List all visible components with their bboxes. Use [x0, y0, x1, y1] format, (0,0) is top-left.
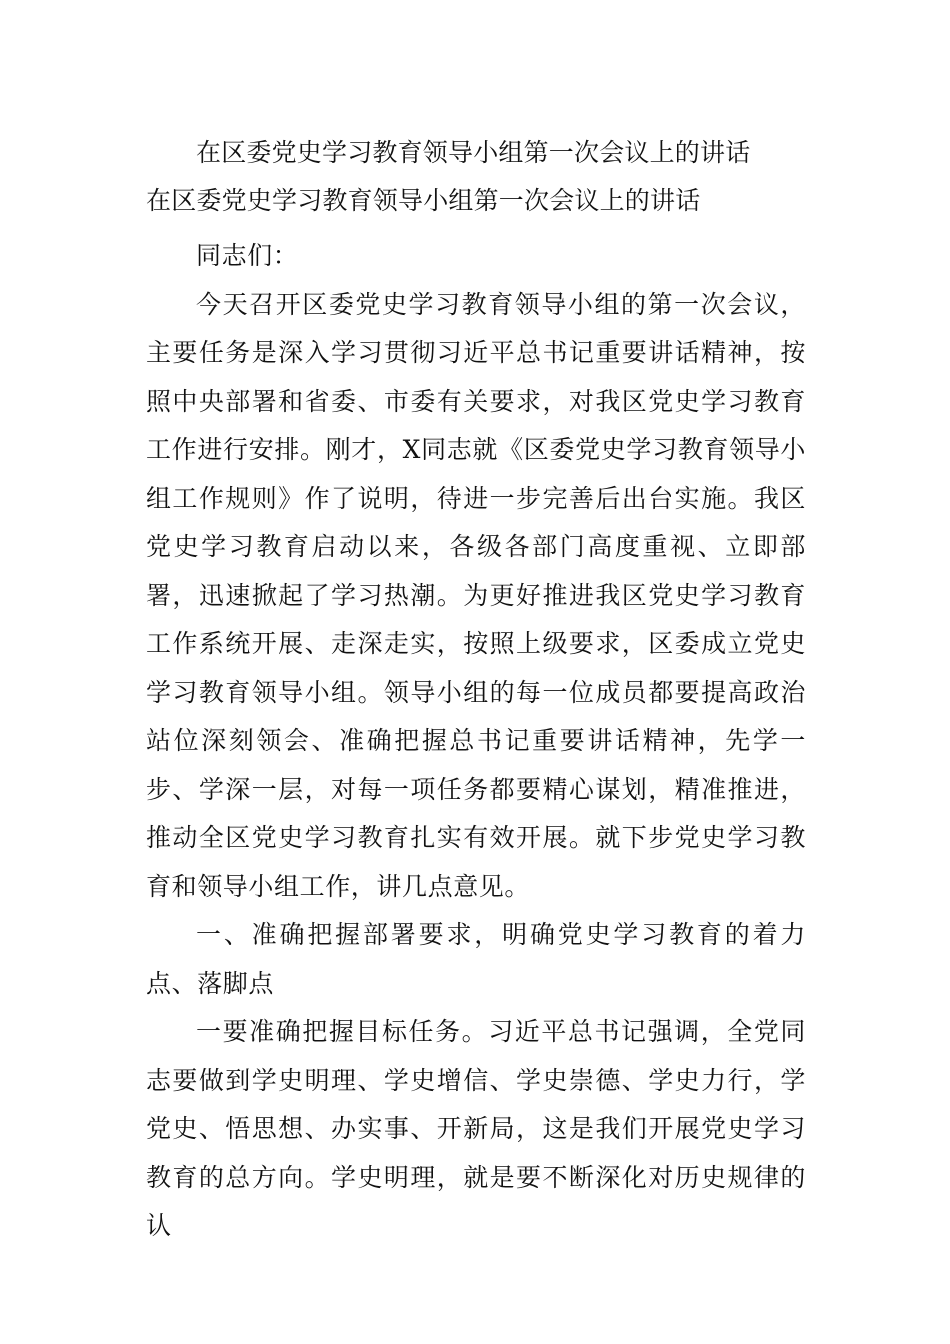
paragraph-intro: 今天召开区委党史学习教育领导小组的第一次会议，主要任务是深入学习贯彻习近平总书记重要讲话精神，按照中央部署和省委、市委有关要求，对我区党史学习教育工作进行安排。刚才，X同志就《区委党史学习教育领导小组工作规则》作了说明，待进一步完善后出台实施。我区党史学习教育启动以来，各级各部门高度重视、立即部署，迅速掀起了学习热潮。为更好推进我区党史学习教育工作系统开展、走深走实，按照上级要求，区委成立党史学习教育领导小组。领导小组的每一位成员都要提高政治站位深刻领会、准确把握总书记重要讲话精神，先学一步、学深一层，对每一项任务都要精心谋划，精准推进，推动全区党史学习教育扎实有效开展。就下步党史学习教育和领导小组工作，讲几点意见。 [146, 289, 806, 901]
document-title-left: 在区委党史学习教育领导小组第一次会议上的讲话 [146, 186, 701, 215]
section-heading-one: 一、准确把握部署要求，明确党史学习教育的着力点、落脚点 [146, 920, 806, 998]
document-title-centered: 在区委党史学习教育领导小组第一次会议上的讲话 [196, 138, 751, 167]
paragraph-target-tasks: 一要准确把握目标任务。习近平总书记强调，全党同志要做到学史明理、学史增信、学史崇德、学史力行，学党史、悟思想、办实事、开新局，这是我们开展党史学习教育的总方向。学史明理，就是要不断深化对历史规律的认 [146, 1017, 806, 1240]
document-body [146, 232, 806, 1251]
salutation: 同志们： [196, 241, 299, 270]
